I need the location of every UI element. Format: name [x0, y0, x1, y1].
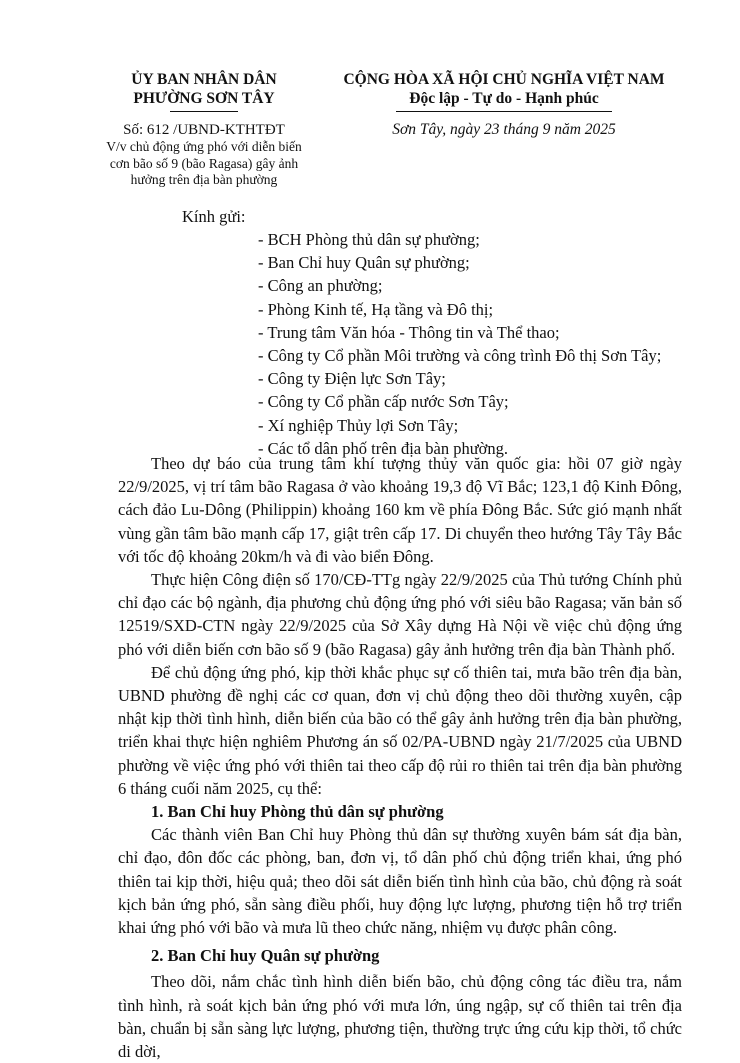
document-subject — [98, 139, 310, 189]
subject-line: V/v chủ động ứng phó với diễn biến — [106, 139, 302, 154]
issuer-underline — [170, 111, 238, 112]
recipient-item: - Ban Chỉ huy Quân sự phường; — [258, 253, 470, 273]
issuer-ward: PHƯỜNG SƠN TÂY — [133, 90, 275, 107]
paragraph-civil-defense: Các thành viên Ban Chỉ huy Phòng thủ dân sự thường xuyên bám sát địa bàn, chỉ đạo, đôn đốc các phòng, ban, đơn vị, tổ dân phố chủ động triển khai, ứng phó thiên tai kịp thời, hiệu quả; theo dõi sát diễn biến tình hình của bão, chủ động rà soát kịch bản ứng phó, sẵn sàng điều phối, huy động lực lượng, phương tiện hỗ trợ triển khai ứng phó với bão và mưa lũ theo chức năng, nhiệm vụ được phân công. — [118, 825, 682, 938]
paragraph-request: Để chủ động ứng phó, kịp thời khắc phục sự cố thiên tai, mưa bão trên địa bàn, UBND phường đề nghị các cơ quan, đơn vị chủ động theo dõi thường xuyên, cập nhật kịp thời tình hình, diễn biến của bão có thể gây ảnh hưởng trên địa bàn phường, triển khai thực hiện nghiêm Phương án số 02/PA-UBND ngày 21/7/2025 của UBND phường về việc ứng phó với thiên tai theo cấp độ rủi ro thiên tai trên địa bàn phường 6 tháng cuối năm 2025, cụ thể: — [118, 662, 682, 798]
subject-line: hưởng trên địa bàn phường — [130, 172, 278, 187]
recipient-item: - Xí nghiệp Thủy lợi Sơn Tây; — [258, 415, 459, 435]
recipient-list — [258, 228, 661, 460]
recipient-item: - Phòng Kinh tế, Hạ tầng và Đô thị; — [258, 299, 494, 319]
recipient-item: - Các tổ dân phố trên địa bàn phường. — [258, 438, 508, 458]
section-heading: 1. Ban Chỉ huy Phòng thủ dân sự phường — [151, 802, 444, 822]
recipient-item: - Công ty Cổ phần Môi trường và công trình Đô thị Sơn Tây; — [258, 345, 662, 365]
recipient-item: - Công an phường; — [258, 276, 383, 296]
paragraph-forecast: Theo dự báo của trung tâm khí tượng thủy văn quốc gia: hồi 07 giờ ngày 22/9/2025, vị trí tâm bão Ragasa ở vào khoảng 19,3 độ Vĩ Bắc; 123,1 độ Kinh Đông, cách đảo Lu-Dông (Philippin) khoảng 160 km về phía Đông Bắc. Sức gió mạnh nhất vùng gần tâm bão mạnh cấp 17, giật trên cấp 17. Di chuyển theo hướng Tây Tây Bắc với tốc độ khoảng 20km/h và đi vào biển Đông. — [118, 454, 682, 566]
greeting: Kính gửi: — [182, 207, 246, 226]
issuer-name: ỦY BAN NHÂN DÂN — [131, 71, 277, 88]
national-motto: Độc lập - Tự do - Hạnh phúc — [409, 90, 599, 107]
recipient-item: - Công ty Cổ phần cấp nước Sơn Tây; — [258, 392, 509, 412]
paragraph-military: Theo dõi, nắm chắc tình hình diễn biến bão, chủ động công tác điều tra, nắm tình hình, rà soát kịch bản ứng phó với mưa lớn, úng ngập, sự cố thiên tai trên địa bàn, chuẩn bị sẵn sàng lực lượng, phương tiện, thường trực ứng cứu kịp thời, tổ chức di dời, — [118, 972, 682, 1062]
national-title: CỘNG HÒA XÃ HỘI CHỦ NGHĨA VIỆT NAM — [343, 71, 665, 88]
document-number: Số: 612 /UBND-KTHTĐT — [123, 122, 285, 138]
document-date: Sơn Tây, ngày 23 tháng 9 năm 2025 — [392, 121, 616, 138]
subject-line: cơn bão số 9 (bão Ragasa) gây ảnh — [109, 155, 299, 171]
paragraph-directive: Thực hiện Công điện số 170/CĐ-TTg ngày 22/9/2025 của Thủ tướng Chính phủ chỉ đạo các bộ ngành, địa phương chủ động ứng phó với siêu bão Ragasa; văn bản số 12519/SXD-CTN ngày 22/9/2025 của Sở Xây dựng Hà Nội về việc chủ động ứng phó với diễn biến cơn bão số 9 (bão Ragasa) gây ảnh hưởng trên địa bàn Thành phố. — [118, 570, 682, 659]
document-body — [118, 452, 682, 1063]
motto-underline — [396, 111, 612, 112]
recipient-item: - BCH Phòng thủ dân sự phường; — [258, 230, 480, 249]
recipient-item: - Công ty Điện lực Sơn Tây; — [258, 369, 446, 389]
section-heading: 2. Ban Chỉ huy Quân sự phường — [151, 946, 380, 966]
recipient-item: - Trung tâm Văn hóa - Thông tin và Thể thao; — [258, 322, 560, 342]
